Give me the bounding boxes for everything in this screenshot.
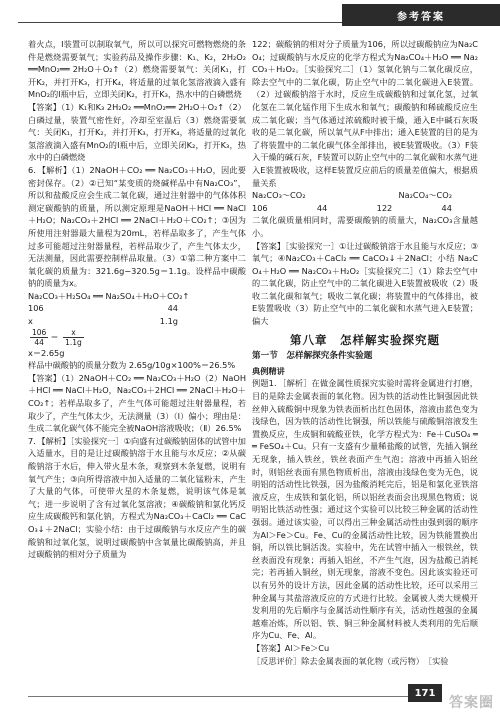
chapter-title: 第八章 怎样解实验探究题 <box>290 332 440 347</box>
relation-mass-1: 106 <box>252 202 268 213</box>
right-paragraph-3: 【答案】［实验探究一］①让过碳酸钠溶于水且能与水反应；③氧气；④Na₂CO₃＋CaCl₂ ══ CaCO₃↓＋2NaCl；小结 Na₂CO₄＋H₂O ══ Na₂CO₃＋H₂O₂［实验探究二］（1）除去空气中的二氧化碳，防止空气中的二氧化碳进入E装置被吸收（2）吸收二氧化碳和氧气；吸收二氧化碳；将装置中的气体排出，被E装置吸收（3）防止空气中的二氧化碳和水蒸气进入E装置；偏大 <box>252 240 478 327</box>
right-paragraph-2: 二氧化碳质量相同时，需要碳酸钠的质量大，Na₂CO₃含量越小。 <box>252 215 478 238</box>
fraction-1: $\frac{106}{44}$ <box>32 327 47 347</box>
footer-rule <box>28 696 414 697</box>
relation-1: Na₂CO₃～CO₂ <box>252 190 306 201</box>
right-column <box>252 38 478 667</box>
left-column <box>28 38 246 561</box>
header-tab <box>342 4 500 26</box>
subsection-title: 典例精讲 <box>252 365 285 376</box>
left-paragraph-2: 【答案】（1）K₁和K₃ 2H₂O₂ ══MnO₂══ 2H₂O＋O₂↑（2）白磷过量，装置气密性好，冷却至室温后（3）燃烧需要氧气：关闭K₁，打开K₂，并打开K₃，打开K₄，将适量的过氧化氢溶液滴入盛有MnO₂的Ⅰ瓶中后，立即关闭K₂，打开K₃，热水中的白磷燃烧 <box>28 101 246 163</box>
equation-masses <box>28 302 178 315</box>
relation-row-2 <box>252 202 452 215</box>
section-title: 第一节 怎样解探究条件实验题 <box>252 351 373 362</box>
left-paragraph-1: 着火点，Ⅰ装置可以制取氧气，所以可以探究可燃物燃烧的条件是燃烧需要氧气；实验药品及操作步骤：K₁、K₂，2H₂O₂ ══MnO₂══ 2H₂O＋O₂↑（2）燃烧需要氧气：关闭K₁，打开K₂，并打开K₃，打开K₄，将适量的过氧化氢溶液滴入盛有MnO₂的Ⅰ瓶中后，立即关闭K₂，打开K₃，热水中的白磷燃烧 <box>28 39 246 100</box>
chemical-equation: Na₂CO₃＋H₂SO₄ ══ Na₂SO₄＋H₂O＋CO₂↑ <box>28 290 190 301</box>
left-paragraph-4: 样品中碳酸钠的质量分数为 2.65g/10g×100%＝26.5% <box>28 360 236 371</box>
left-paragraph-6: 7．【解析】［实验探究一］①向盛有过碳酸钠固体的试管中加入适量水，目的是让过碳酸钠溶于水且能与水反应；②从碳酸钠溶于水后，伸入带火星木条，观察到木条复燃，说明有氧气产生；③向所得溶液中加入适量的二氧化锰粉末，产生了大量的气体，可使带火星的木条复燃，说明该气体是氧气；进一步说明了含有过氧化氢溶液；④碳酸钠和氯化钙反应生成碳酸钙和氯化钠，方程式为Na₂CO₃＋CaCl₂ ══ CaCO₃↓＋2NaCl；实验小结：由于过碳酸钠与水反应产生的碳酸钠和过氧化氢，说明过碳酸钠中含氧量比碳酸钠高，并且过碳酸钠的相对分子质量为 <box>28 435 246 560</box>
unknown-x: x <box>28 316 33 327</box>
relation-mass-3: 122 <box>376 202 393 213</box>
right-paragraph-1: 122；碳酸钠的相对分子质量为106，所以过碳酸钠应为Na₂CO₄；过碳酸钠与水反应的化学方程式为Na₂CO₄＋H₂O ══ Na₂CO₃＋H₂O₂。［实验探究二］（1）氢氧化钠与二氧化碳反应，除去空气中的二氧化碳，防止空气中的二氧化碳进入E装置。（2）过碳酸钠溶于水时，反应生成碳酸钠和过氧化氢，过氧化氢在二氧化锰作用下生成水和氧气；碳酸钠和稀硫酸反应生成二氧化碳；当气体通过浓硫酸时被干燥，通入E中碱石灰吸收的是二氧化碳，所以氧气从F中排出；通入E装置的目的是为了将装置中的二氧化碳气体全部排出，被E装置吸收。（3）F装入干燥的碱石灰，F装置可以防止空气中的二氧化碳和水蒸气进入E装置被吸收，这样E装置反应前后的质量差值偏大，根据质量关系 <box>252 39 478 188</box>
x-result: x＝2.65g <box>28 347 65 358</box>
left-paragraph-5: 【答案】（1）2NaOH＋CO₂ ══ Na₂CO₃＋H₂O（2）NaOH＋HCl ══ NaCl＋H₂O，Na₂CO₃＋2HCl ══ 2NaCl＋H₂O＋CO₂↑；若样品取多了，产生气体可能超过注射器量程，若取少了，产生气体太少，无法测量（3）（Ⅰ）偏小；理由是：生成二氧化碳气体不能完全被NaOH溶液吸收；（Ⅱ）26.5% <box>28 372 246 434</box>
proportion: $\frac{106}{44}$ ＝ $\frac{x}{1.1g}$ <box>32 327 82 347</box>
relation-2: Na₂CO₄～CO₂ <box>398 190 452 201</box>
right-paragraph-5: 【答案】Al＞Fe＞Cu <box>252 642 330 653</box>
relation-mass-4: 44 <box>441 202 452 213</box>
mass-106: 106 <box>28 303 44 314</box>
page-number: 171 <box>408 684 442 702</box>
known-mass: 1.1g <box>159 316 178 327</box>
header-title: 参考答案 <box>397 11 445 23</box>
mass-44: 44 <box>167 303 178 314</box>
watermark: 答案圈 <box>449 695 494 711</box>
page-header <box>0 0 500 34</box>
relation-row-1 <box>252 189 452 202</box>
right-paragraph-6: ［反思评价］除去金属表面的氧化物（或污物） ［实验 <box>252 655 449 666</box>
fraction-2: $\frac{x}{1.1g}$ <box>65 327 82 347</box>
equation-unknowns <box>28 315 178 328</box>
left-paragraph-3: 6．【解析】（1）2NaOH＋CO₂ ══ Na₂CO₃＋H₂O，因此要密封保存。（2）②已知“某变质的烧碱样品中有Na₂CO₃”，所以和盐酸反应会生成二氧化碳，通过注射器中的气体体积测定碳酸钠的质量，所以测定原理是NaOH＋HCl ══ NaCl＋H₂O；Na₂CO₃＋2HCl ══ 2NaCl＋H₂O＋CO₂↑；③因为所使用注射器最大量程为20mL，若样品取多了，产生气体过多可能超过注射器量程，若样品取少了，产生气体太少，无法测量，因此需要控制样品取量。（3）①第二种方案中二氧化碳的质量为：321.6g−320.5g＝1.1g。设样品中碳酸钠的质量为x。 <box>28 164 246 289</box>
right-paragraph-4: 例题1．［解析］在做金属性质探究实验时需将金属进行打磨，目的是除去金属表面的氧化物。因为铁的活动性比铜强因此铁丝伸入硫酸铜中现象为铁表面析出红色固体，溶液由蓝色变为浅绿色，因为铁的活动性比铜强，所以铁能与硫酸铜溶液发生置换反应，生成铜和硫酸亚铁，化学方程式为：Fe＋CuSO₄ ══ FeSO₄＋Cu。只有一支盛有少量稀盐酸的试管，先插入铜丝无现象，插入铁丝，铁丝表面产生气泡；溶液中再插入铝丝时，则铝丝表面有黑色物质析出，溶液由浅绿色变为无色，说明铝的活动性比铁强，因为盐酸消耗完后，铝是和氯化亚铁溶液反应，生成铁和氯化铝，所以铝丝表面会出现黑色物质；说明铝比铁活动性强；通过这个实验可以比较三种金属的活动性强弱。通过该实验，可以得出三种金属活动性由强到弱的顺序为Al＞Fe＞Cu。Fe、Cu的金属活动性比较，因为铁能置换出铜，所以铁比铜活泼。实验中，先在试管中插入一根铁丝，铁丝表面没有现象；再插入铝丝，不产生气泡，因为盐酸已消耗完；若再插入铜丝，则无现象，溶液不变色。因此该实验还可以有另外的设计方法，因此金属的活动性比较，还可以采用三种金属与其盐溶液反应的方式进行比较。金属被人类大规模开发利用的先后顺序与金属活动性顺序有关，活动性越强的金属越难冶炼，所以铝、铁、铜三种金属材料被人类利用的先后顺序为Cu、Fe、Al。 <box>252 378 478 641</box>
relation-mass-2: 44 <box>316 202 328 213</box>
